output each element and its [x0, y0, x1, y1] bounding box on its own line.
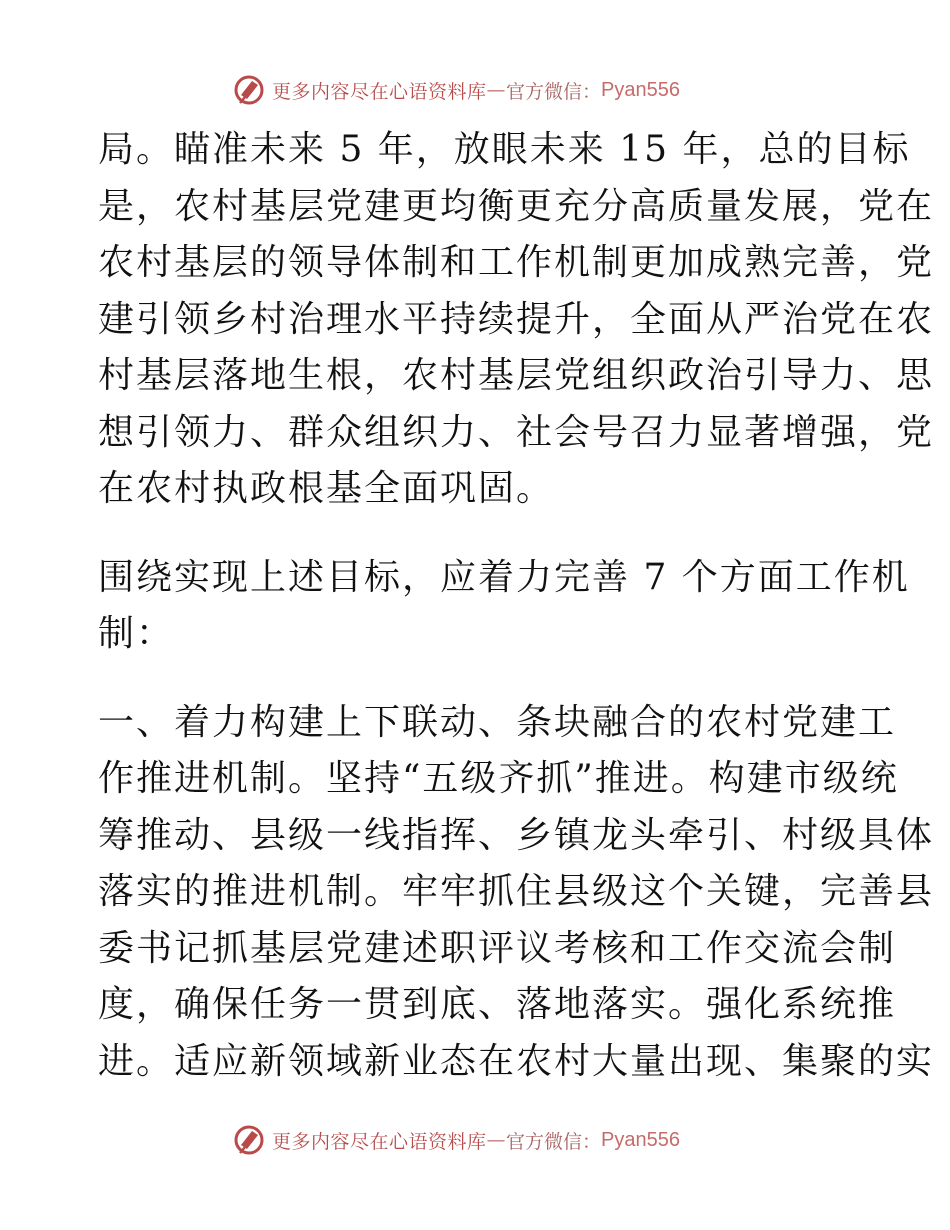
- text-line: 是，农村基层党建更均衡更充分高质量发展，党在: [98, 185, 935, 227]
- banner-text: 更多内容尽在心语资料库: [272, 1130, 487, 1153]
- text-line: 作推进机制。坚持“五级齐抓”推进。构建市级统: [98, 758, 899, 799]
- text-line: 落实的推进机制。牢牢抓住县级这个关键，完善县: [98, 871, 935, 912]
- text-line: 建引领乡村治理水平持续提升，全面从严治党在农: [98, 298, 935, 340]
- banner-separator: —: [486, 1129, 507, 1151]
- paragraph-gap: [98, 518, 858, 550]
- banner-separator: —: [486, 79, 507, 101]
- text-line: 村基层落地生根，农村基层党组织政治引导力、思: [98, 355, 935, 396]
- footer-banner: [232, 1120, 680, 1160]
- paragraph-gap: [98, 663, 858, 695]
- text-line: 制：: [98, 613, 175, 654]
- paragraph-mechanisms-intro: [98, 550, 910, 663]
- header-banner: [232, 70, 680, 110]
- banner-wechat-id: Pyan556: [601, 78, 680, 101]
- paragraph-goals: [98, 122, 935, 518]
- banner-wechat-label: 官方微信：: [506, 1130, 602, 1153]
- text-line: 在农村执政根基全面巩固。: [98, 468, 555, 509]
- text-line: 农村基层的领导体制和工作机制更加成熟完善，党: [98, 242, 935, 283]
- brand-logo-icon: [232, 73, 266, 107]
- text-line: 进。适应新领域新业态在农村大量出现、集聚的实: [98, 1040, 935, 1082]
- banner-wechat-label: 官方微信：: [506, 80, 602, 103]
- text-line: 一、着力构建上下联动、条块融合的农村党建工: [98, 701, 897, 743]
- paragraph-section-one: [98, 695, 935, 1091]
- text-line: 度，确保任务一贯到底、落地落实。强化系统推: [98, 984, 897, 1025]
- banner-wechat-id: Pyan556: [601, 1128, 680, 1151]
- text-line: 委书记抓基层党建述职评议考核和工作交流会制: [98, 927, 897, 969]
- banner-text: 更多内容尽在心语资料库: [272, 80, 487, 103]
- document-body: [98, 122, 935, 1090]
- text-line: 想引领力、群众组织力、社会号召力显著增强，党: [98, 411, 935, 453]
- text-line: 围绕实现上述目标，应着力完善 7 个方面工作机: [98, 556, 910, 598]
- brand-logo-icon: [232, 1123, 266, 1157]
- text-line: 局。瞄准未来 5 年，放眼未来 15 年，总的目标: [98, 129, 911, 170]
- text-line: 筹推动、县级一线指挥、乡镇龙头牵引、村级具体: [98, 814, 935, 856]
